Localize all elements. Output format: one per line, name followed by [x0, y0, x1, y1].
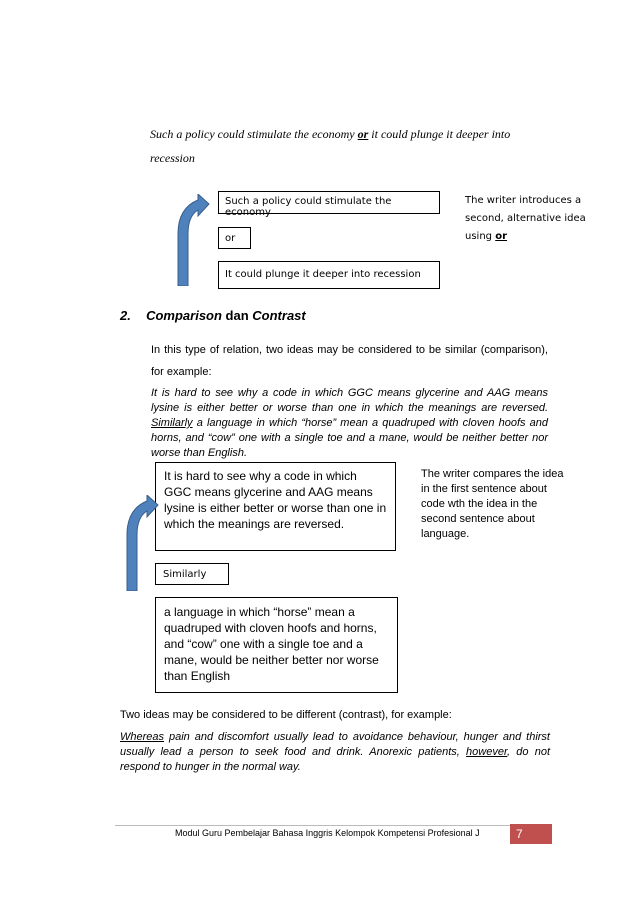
contrast-example: Whereas pain and discomfort usually lead to avoidance behaviour, hunger and thirst usually lead a person to seek food and drink. Anorexic patients, however, do not respond to hunger in the normal way. [120, 731, 550, 773]
section2-note: The writer compares the idea in the first sentence about code wth the idea in the second sentence about language. [421, 468, 564, 540]
example1-note: The writer introduces a second, alternative idea using or [465, 195, 586, 242]
section2-connector: Similarly [151, 417, 193, 429]
example1-or-box: or [218, 227, 251, 249]
contrast-connector-however: however [466, 746, 508, 758]
footer-text: Modul Guru Pembelajar Bahasa Inggris Kelompok Kompetensi Profesional J [175, 828, 480, 838]
section2-intro: In this type of relation, two ideas may be considered to be similar (comparison), for example: [151, 344, 548, 378]
section2-box1: It is hard to see why a code in which GGC means glycerine and AAG means lysine is either better or worse than one in which the meanings are reversed. [155, 462, 396, 551]
section2-box2: a language in which “horse” mean a quadruped with cloven hoofs and horns, and “cow” one with a single toe and a mane, would be neither better nor worse than English [155, 597, 398, 693]
example1-sentence: Such a policy could stimulate the economy or it could plunge it deeper into recession [150, 127, 511, 165]
section2-similarly-box: Similarly [155, 563, 229, 585]
example1-box1: Such a policy could stimulate the economy [218, 191, 440, 214]
curved-up-arrow-icon [176, 194, 210, 286]
footer-divider [115, 825, 552, 826]
page-number-badge [510, 824, 552, 844]
contrast-intro: Two ideas may be considered to be different (contrast), for example: [120, 709, 452, 721]
example1-connector: or [357, 127, 369, 141]
page-number: 7 [516, 827, 523, 841]
section2-example: It is hard to see why a code in which GGC means glycerine and AAG means lysine is either better or worse than one in which the meanings are reversed. Similarly a language in which “horse” mean a quadruped with cloven hoofs and horns, and “cow” one with a single toe and a mane, would be neither better nor worse than English. [151, 387, 548, 459]
example1-box2: It could plunge it deeper into recession [218, 261, 440, 289]
curved-up-arrow-icon [125, 495, 159, 591]
section2-heading: 2. Comparison dan Contrast [120, 308, 306, 323]
contrast-connector-whereas: Whereas [120, 731, 165, 743]
